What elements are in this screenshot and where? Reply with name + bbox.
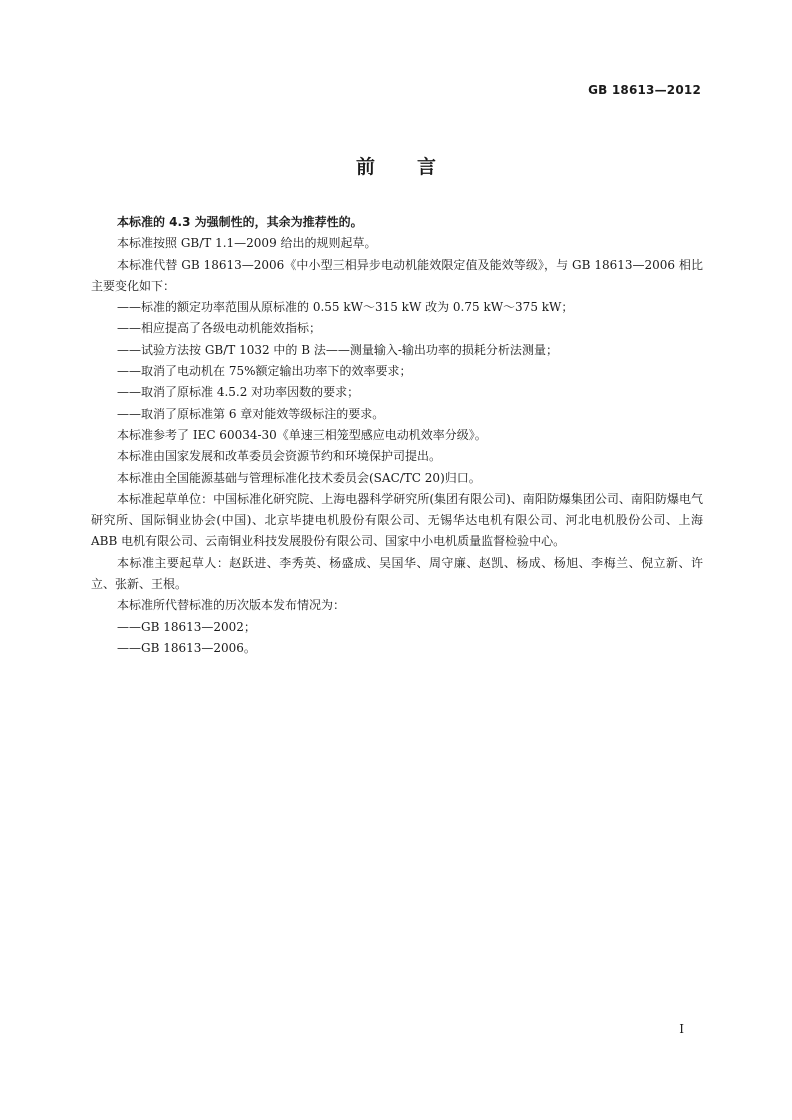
- history-item: ——GB 18613—2006。: [117, 640, 256, 655]
- standard-code-header: GB 18613—2012: [588, 83, 701, 97]
- history-item: ——GB 18613—2002；: [117, 619, 256, 634]
- paragraph-drafting-units: 本标准起草单位：中国标准化研究院、上海电器科学研究所(集团有限公司)、南阳防爆集团公司、南阳防爆电气研究所、国际铜业协会(中国)、北京毕捷电机股份有限公司、无锡华达电机有限公司、河北电机股份公司、上海 ABB 电机有限公司、云南铜业科技发展股份有限公司、国家中小电机质量监督检验中心。: [91, 491, 703, 549]
- change-item: ——取消了电动机在 75%额定输出功率下的效率要求；: [117, 364, 412, 379]
- page-title: 前言: [355, 156, 478, 178]
- foreword-body: [91, 212, 703, 659]
- change-item: ——标准的额定功率范围从原标准的 0.55 kW～315 kW 改为 0.75 kW～375 kW；: [117, 300, 574, 315]
- change-item: ——相应提高了各级电动机能效指标；: [117, 321, 322, 336]
- change-item: ——试验方法按 GB/T 1032 中的 B 法——测量输入-输出功率的损耗分析法测量；: [117, 342, 558, 357]
- page-number: I: [679, 1022, 684, 1036]
- change-item: ——取消了原标准 4.5.2 对功率因数的要求；: [117, 385, 360, 400]
- paragraph-drafters: 本标准主要起草人：赵跃进、李秀英、杨盛成、吴国华、周守廉、赵凯、杨成、杨旭、李梅兰、倪立新、许立、张新、王根。: [91, 555, 703, 592]
- paragraph-replacement: 本标准代替 GB 18613—2006《中小型三相异步电动机能效限定值及能效等级》，与 GB 18613—2006 相比主要变化如下：: [91, 257, 703, 293]
- paragraph-committee: 本标准由全国能源基础与管理标准化技术委员会(SAC/TC 20)归口。: [117, 470, 481, 485]
- paragraph-reference: 本标准参考了 IEC 60034-30《单速三相笼型感应电动机效率分级》。: [117, 427, 487, 442]
- paragraph-history: 本标准所代替标准的历次版本发布情况为：: [117, 598, 346, 613]
- change-item: ——取消了原标准第 6 章对能效等级标注的要求。: [117, 406, 385, 421]
- paragraph-mandatory-clause: 本标准的 4.3 为强制性的，其余为推荐性的。: [117, 215, 363, 229]
- paragraph-proposer: 本标准由国家发展和改革委员会资源节约和环境保护司提出。: [117, 449, 442, 464]
- paragraph-drafting-rules: 本标准按照 GB/T 1.1—2009 给出的规则起草。: [117, 236, 377, 251]
